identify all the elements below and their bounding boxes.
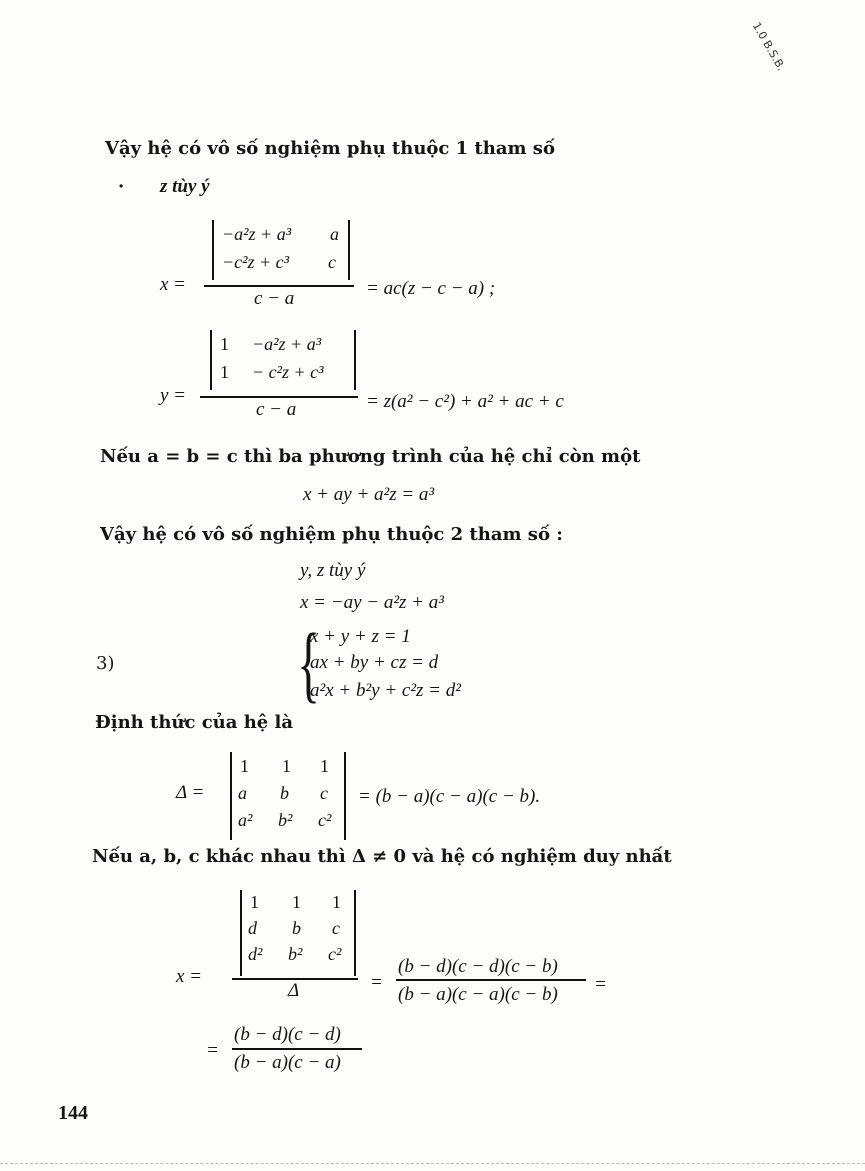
x2-determinant [240, 890, 356, 976]
delta-label: Δ = [176, 782, 205, 803]
system-eq-3: a²x + b²y + c²z = d² [310, 680, 461, 701]
x3-bar [232, 1048, 362, 1050]
delta-determinant [230, 752, 346, 840]
x3-numerator: (b − d)(c − d) [234, 1024, 341, 1045]
y-result: = z(a² − c²) + a² + ac + c [366, 391, 564, 412]
x2-r3c1: d² [248, 944, 263, 964]
y-label: y = [160, 385, 187, 406]
y-det-r1c2: −a²z + a³ [252, 334, 322, 354]
line-z-arbitrary: z tùy ý [160, 176, 210, 197]
x2-r2c3: c [332, 918, 340, 938]
x2-r3c3: c² [328, 944, 342, 964]
delta-result: = (b − a)(c − a)(c − b). [358, 786, 541, 807]
x-result: = ac(z − c − a) ; [366, 278, 496, 299]
line-infinite-solutions-2: Vậy hệ có vô số nghiệm phụ thuộc 2 tham số : [100, 524, 563, 545]
y-fraction-bar [200, 396, 358, 398]
y-determinant [210, 330, 356, 390]
delta-r2c1: a [238, 783, 247, 803]
bullet: · [118, 176, 125, 197]
x-det-r2c1: −c²z + c³ [222, 252, 290, 272]
delta-r3c3: c² [318, 810, 332, 830]
page-number: 144 [58, 1102, 88, 1124]
line-infinite-solutions-1: Vậy hệ có vô số nghiệm phụ thuộc 1 tham số [105, 138, 555, 159]
delta-r1c3: 1 [320, 756, 329, 776]
line-x-expression: x = −ay − a²z + a³ [300, 592, 444, 613]
line-determinant-of-system: Định thức của hệ là [95, 712, 294, 733]
x2-r1c1: 1 [250, 892, 259, 912]
y-det-r1c1: 1 [220, 334, 229, 354]
delta-r1c2: 1 [282, 756, 291, 776]
bottom-rule [0, 1163, 865, 1165]
x2-denominator: Δ [288, 980, 300, 1001]
y-det-r2c1: 1 [220, 362, 229, 382]
line-unique-solution: Nếu a, b, c khác nhau thì Δ ≠ 0 và hệ có nghiệm duy nhất [92, 846, 672, 867]
x2-equals-2: = [594, 974, 607, 995]
item-3-label: 3) [96, 653, 115, 674]
x2-r1c2: 1 [292, 892, 301, 912]
single-equation: x + ay + a²z = a³ [303, 484, 435, 505]
corner-stamp: 1.0 B.S.B. [749, 20, 788, 73]
x2-numerator: (b − d)(c − d)(c − b) [398, 956, 558, 977]
x-det-r2c2: c [328, 252, 336, 272]
system-eq-2: ax + by + cz = d [310, 652, 439, 673]
x-fraction-bar [204, 285, 354, 287]
delta-r1c1: 1 [240, 756, 249, 776]
x2-r2c2: b [292, 918, 301, 938]
x2-second-bar [396, 979, 586, 981]
x-label: x = [160, 274, 187, 295]
x-denominator: c − a [254, 288, 295, 309]
delta-r2c3: c [320, 783, 328, 803]
line-if-equal: Nếu a = b = c thì ba phương trình của hệ chỉ còn một [100, 446, 641, 467]
system-brace: { [297, 615, 320, 711]
x-determinant [212, 220, 350, 280]
delta-r2c2: b [280, 783, 289, 803]
x2-denominator-2: (b − a)(c − a)(c − b) [398, 984, 558, 1005]
y-denominator: c − a [256, 399, 297, 420]
x2-r3c2: b² [288, 944, 303, 964]
x2-r2c1: d [248, 918, 257, 938]
x2-equals: = [370, 972, 383, 993]
line-yz-arbitrary: y, z tùy ý [300, 560, 366, 581]
x2-label: x = [176, 966, 203, 987]
system-eq-1: x + y + z = 1 [310, 626, 411, 647]
delta-r3c1: a² [238, 810, 253, 830]
y-det-r2c2: − c²z + c³ [252, 362, 324, 382]
x-det-r1c1: −a²z + a³ [222, 224, 292, 244]
delta-r3c2: b² [278, 810, 293, 830]
x-det-r1c2: a [330, 224, 339, 244]
x3-equals: = [206, 1040, 219, 1061]
x3-denominator: (b − a)(c − a) [234, 1052, 341, 1073]
x2-r1c3: 1 [332, 892, 341, 912]
